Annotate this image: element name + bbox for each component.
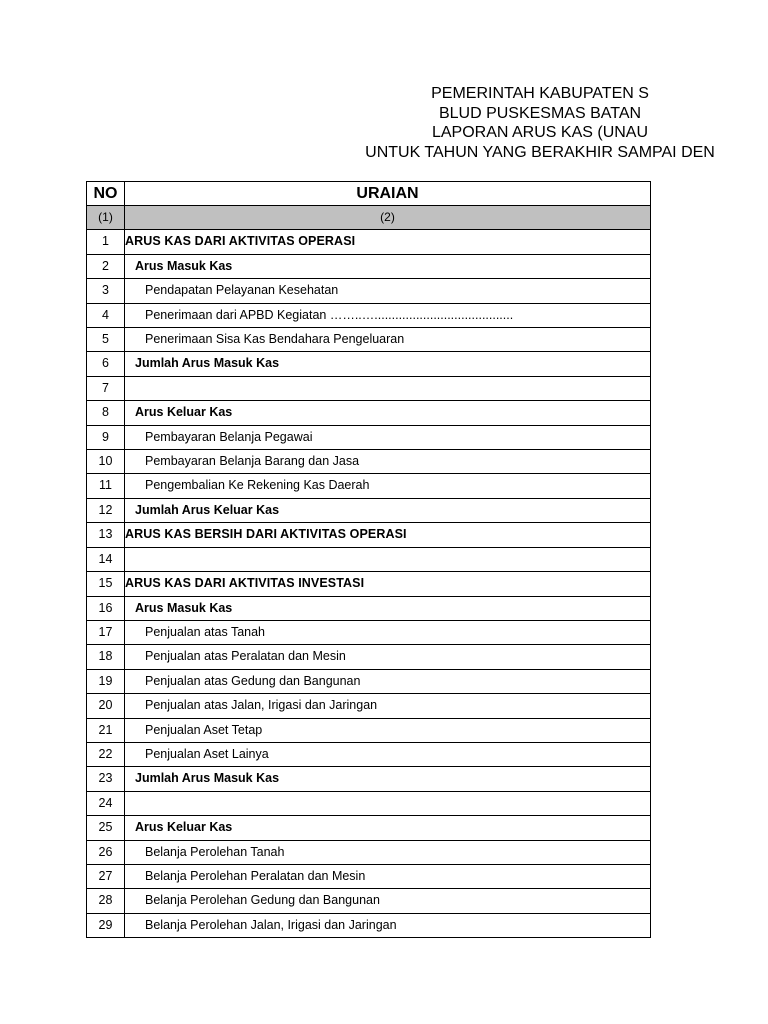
row-description: Pendapatan Pelayanan Kesehatan xyxy=(125,279,651,303)
row-number: 27 xyxy=(87,864,125,888)
row-description: Jumlah Arus Masuk Kas xyxy=(125,767,651,791)
row-number: 1 xyxy=(87,230,125,254)
row-description: Arus Keluar Kas xyxy=(125,401,651,425)
table-row xyxy=(87,352,651,376)
row-number: 3 xyxy=(87,279,125,303)
row-description xyxy=(125,791,651,815)
table-row xyxy=(87,303,651,327)
table-row xyxy=(87,328,651,352)
row-number: 14 xyxy=(87,547,125,571)
table-header-row xyxy=(87,182,651,206)
header-line-blud: BLUD PUSKESMAS BATAN xyxy=(438,104,642,122)
table-row xyxy=(87,230,651,254)
row-description: Belanja Perolehan Jalan, Irigasi dan Jaringan xyxy=(125,913,651,937)
table-row xyxy=(87,840,651,864)
row-description: Pembayaran Belanja Pegawai xyxy=(125,425,651,449)
row-number: 28 xyxy=(87,889,125,913)
table-row xyxy=(87,401,651,425)
table-row xyxy=(87,572,651,596)
row-description: Penerimaan dari APBD Kegiatan ……..…........................................ xyxy=(125,303,651,327)
row-number: 11 xyxy=(87,474,125,498)
table-row xyxy=(87,645,651,669)
table-row xyxy=(87,669,651,693)
table-row xyxy=(87,425,651,449)
table-row xyxy=(87,889,651,913)
row-description: ARUS KAS DARI AKTIVITAS OPERASI xyxy=(125,230,651,254)
row-description: Penjualan atas Peralatan dan Mesin xyxy=(125,645,651,669)
table-row xyxy=(87,791,651,815)
row-description: Jumlah Arus Masuk Kas xyxy=(125,352,651,376)
table-row xyxy=(87,376,651,400)
row-number: 4 xyxy=(87,303,125,327)
row-number: 13 xyxy=(87,523,125,547)
row-description: Penjualan Aset Tetap xyxy=(125,718,651,742)
table-row xyxy=(87,718,651,742)
row-number: 22 xyxy=(87,742,125,766)
row-description: ARUS KAS DARI AKTIVITAS INVESTASI xyxy=(125,572,651,596)
row-description: Arus Masuk Kas xyxy=(125,254,651,278)
table-row xyxy=(87,523,651,547)
table-row xyxy=(87,498,651,522)
table-row xyxy=(87,450,651,474)
row-number: 17 xyxy=(87,620,125,644)
row-number: 21 xyxy=(87,718,125,742)
table-row xyxy=(87,864,651,888)
row-number: 5 xyxy=(87,328,125,352)
header-line-government: PEMERINTAH KABUPATEN S xyxy=(431,85,649,102)
row-number: 9 xyxy=(87,425,125,449)
row-number: 15 xyxy=(87,572,125,596)
table-row xyxy=(87,816,651,840)
table-row xyxy=(87,742,651,766)
column-header-uraian: URAIAN xyxy=(125,182,651,206)
row-number: 24 xyxy=(87,791,125,815)
row-description: Penjualan Aset Lainya xyxy=(125,742,651,766)
cash-flow-table xyxy=(86,181,651,938)
row-number: 18 xyxy=(87,645,125,669)
row-number: 19 xyxy=(87,669,125,693)
table-row xyxy=(87,547,651,571)
row-number: 16 xyxy=(87,596,125,620)
row-description: Penerimaan Sisa Kas Bendahara Pengeluaran xyxy=(125,328,651,352)
table-row xyxy=(87,474,651,498)
row-description: Belanja Perolehan Tanah xyxy=(125,840,651,864)
table-row xyxy=(87,254,651,278)
report-header xyxy=(0,84,768,162)
table-row xyxy=(87,767,651,791)
row-description: Jumlah Arus Keluar Kas xyxy=(125,498,651,522)
row-number: 12 xyxy=(87,498,125,522)
column-number-row xyxy=(87,206,651,230)
row-description: Penjualan atas Tanah xyxy=(125,620,651,644)
row-description: Belanja Perolehan Peralatan dan Mesin xyxy=(125,864,651,888)
column-number-no: (1) xyxy=(87,206,125,230)
row-description: Belanja Perolehan Gedung dan Bangunan xyxy=(125,889,651,913)
row-number: 7 xyxy=(87,376,125,400)
table-row xyxy=(87,620,651,644)
table-row xyxy=(87,913,651,937)
row-number: 29 xyxy=(87,913,125,937)
row-number: 6 xyxy=(87,352,125,376)
row-description xyxy=(125,547,651,571)
column-header-no: NO xyxy=(87,182,125,206)
row-description: ARUS KAS BERSIH DARI AKTIVITAS OPERASI xyxy=(125,523,651,547)
row-description: Arus Keluar Kas xyxy=(125,816,651,840)
table-row xyxy=(87,279,651,303)
row-number: 26 xyxy=(87,840,125,864)
table-row xyxy=(87,694,651,718)
row-description xyxy=(125,376,651,400)
row-description: Penjualan atas Jalan, Irigasi dan Jaringan xyxy=(125,694,651,718)
row-description: Penjualan atas Gedung dan Bangunan xyxy=(125,669,651,693)
row-number: 23 xyxy=(87,767,125,791)
table-row xyxy=(87,596,651,620)
table-body xyxy=(87,230,651,938)
header-line-report-title: LAPORAN ARUS KAS (UNAU xyxy=(431,124,649,141)
row-number: 8 xyxy=(87,401,125,425)
header-line-period: UNTUK TAHUN YANG BERAKHIR SAMPAI DEN xyxy=(365,143,715,161)
row-description: Pembayaran Belanja Barang dan Jasa xyxy=(125,450,651,474)
row-number: 20 xyxy=(87,694,125,718)
row-description: Pengembalian Ke Rekening Kas Daerah xyxy=(125,474,651,498)
row-number: 2 xyxy=(87,254,125,278)
row-number: 10 xyxy=(87,450,125,474)
column-number-uraian: (2) xyxy=(125,206,651,230)
row-number: 25 xyxy=(87,816,125,840)
row-description: Arus Masuk Kas xyxy=(125,596,651,620)
